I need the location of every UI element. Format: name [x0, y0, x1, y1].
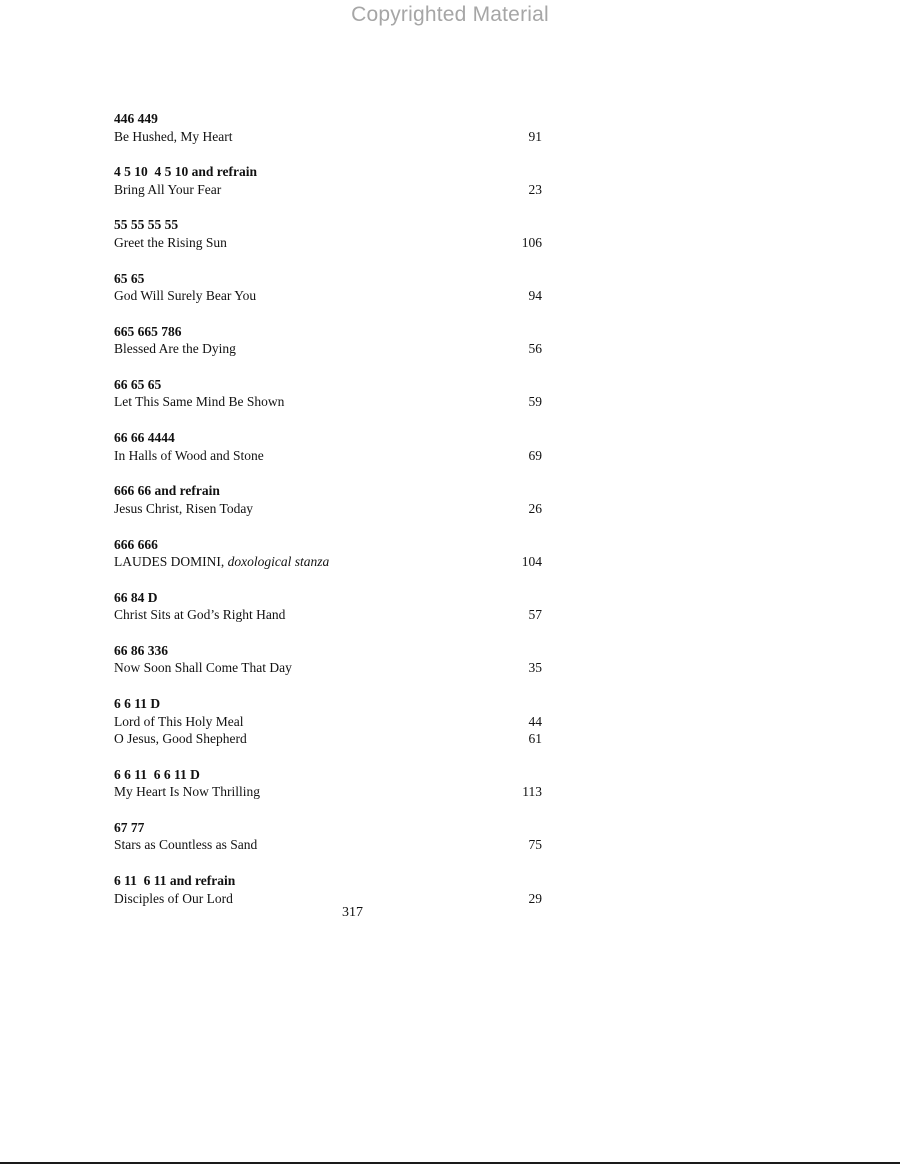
hymn-title: Greet the Rising Sun [114, 234, 227, 250]
hymn-title: Now Soon Shall Come That Day [114, 660, 292, 676]
hymn-page-number: 44 [528, 713, 542, 729]
index-entry [114, 393, 542, 411]
meter-heading: 67 77 [114, 819, 145, 835]
meter-heading: 665 665 786 [114, 323, 182, 339]
hymn-title: God Will Surely Bear You [114, 288, 257, 304]
index-entry [114, 713, 542, 731]
index-section [114, 589, 542, 642]
hymn-page-number: 26 [528, 500, 542, 516]
index-section [114, 536, 542, 589]
metrical-index [114, 110, 542, 925]
meter-heading: 446 449 [114, 111, 158, 126]
index-section [114, 819, 542, 872]
hymn-page-number: 61 [528, 731, 542, 747]
hymn-page-number: 113 [522, 784, 542, 800]
index-section [114, 163, 542, 216]
index-entry [114, 447, 542, 465]
meter-heading: 66 86 336 [114, 642, 168, 658]
index-entry [114, 340, 542, 358]
index-section [114, 482, 542, 535]
index-entry [114, 128, 542, 146]
hymn-title-italic: doxological stanza [227, 554, 330, 569]
hymn-page-number: 35 [528, 660, 542, 676]
hymn-page-number: 59 [528, 394, 542, 410]
hymn-page-number: 57 [528, 607, 542, 623]
meter-heading: 666 666 [114, 536, 158, 552]
index-section [114, 216, 542, 269]
index-entry [114, 606, 542, 624]
index-entry [114, 553, 542, 571]
hymn-title: In Halls of Wood and Stone [114, 447, 264, 463]
meter-heading: 4 5 10 4 5 10 and refrain [114, 164, 258, 180]
hymn-page-number: 94 [528, 288, 542, 304]
hymn-page-number: 104 [521, 554, 542, 569]
hymn-page-number: 106 [521, 234, 542, 250]
index-entry [114, 287, 542, 305]
index-entry [114, 836, 542, 854]
hymn-title: Be Hushed, My Heart [114, 128, 233, 144]
index-entry [114, 783, 542, 801]
index-section [114, 110, 542, 163]
hymn-page-number: 69 [528, 447, 542, 463]
index-section [114, 642, 542, 695]
hymn-title: Blessed Are the Dying [114, 341, 236, 357]
meter-heading: 6 11 6 11 and refrain [114, 873, 236, 889]
hymn-title: O Jesus, Good Shepherd [114, 731, 247, 747]
index-section [114, 270, 542, 323]
hymn-title: Bring All Your Fear [114, 181, 222, 197]
meter-heading: 66 65 65 [114, 376, 162, 392]
hymn-page-number: 56 [528, 341, 542, 357]
hymn-title-plain: LAUDES DOMINI, [114, 554, 228, 569]
hymn-page-number: 75 [528, 837, 542, 853]
hymn-title: My Heart Is Now Thrilling [114, 784, 260, 800]
meter-heading: 66 66 4444 [114, 430, 175, 446]
meter-heading: 65 65 [114, 270, 145, 286]
hymn-page-number: 23 [528, 181, 542, 197]
hymn-page-number: 29 [528, 890, 542, 906]
index-entry [114, 181, 542, 199]
hymn-title [114, 553, 329, 571]
hymn-title: Stars as Countless as Sand [114, 837, 258, 853]
meter-heading: 6 6 11 6 6 11 D [114, 766, 200, 782]
index-section [114, 695, 542, 766]
hymn-title: Let This Same Mind Be Shown [114, 394, 285, 410]
meter-heading: 55 55 55 55 [114, 217, 179, 233]
index-section [114, 766, 542, 819]
hymn-title: Jesus Christ, Risen Today [114, 500, 254, 516]
meter-heading: 6 6 11 D [114, 696, 161, 712]
index-entry [114, 890, 542, 908]
copyright-watermark: Copyrighted Material [351, 3, 549, 26]
index-entry [114, 234, 542, 252]
hymn-title: Disciples of Our Lord [114, 890, 233, 906]
page-number: 317 [342, 905, 363, 920]
meter-heading: 66 84 D [114, 589, 158, 605]
index-entry [114, 730, 542, 748]
index-entry [114, 659, 542, 677]
hymn-title: Lord of This Holy Meal [114, 713, 244, 729]
index-section [114, 376, 542, 429]
index-entry [114, 500, 542, 518]
index-section [114, 429, 542, 482]
index-section [114, 872, 542, 925]
meter-heading: 666 66 and refrain [114, 483, 220, 499]
hymn-page-number: 91 [528, 128, 542, 144]
index-section [114, 323, 542, 376]
hymn-title: Christ Sits at God’s Right Hand [114, 607, 286, 623]
